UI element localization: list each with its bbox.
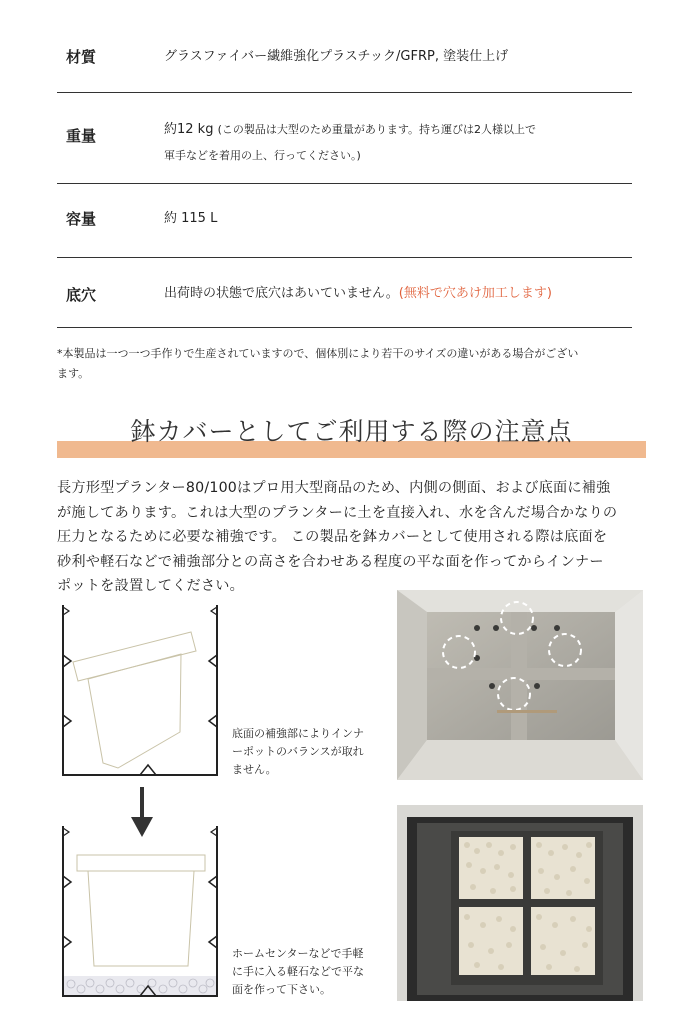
hole-main: 出荷時の状態で底穴はあいていません。 xyxy=(164,286,399,301)
body-line-1: 長方形型プランター80/100はプロ用大型商品のため、内側の側面、および底面に補強 xyxy=(57,480,611,496)
section-body xyxy=(57,476,657,599)
spec-value-capacity: 約 115 L xyxy=(164,211,218,226)
spec-row-weight xyxy=(57,93,632,184)
spec-value-weight xyxy=(164,117,634,169)
spec-label-hole: 底穴 xyxy=(66,286,97,304)
section-heading: 鉢カバーとしてご利用する際の注意点 xyxy=(130,417,573,446)
weight-note-2: 軍手などを着用の上、行ってください。) xyxy=(164,149,361,162)
photo-planter-interior xyxy=(397,590,643,780)
photo-gravel-filled xyxy=(397,805,643,1001)
caption-top-line-3: ません。 xyxy=(232,763,277,776)
spec-label-material: 材質 xyxy=(66,48,97,66)
caption-bottom xyxy=(232,945,364,999)
note-line-1: *本製品は一つ一つ手作りで生産されていますので、個体別により若干のサイズの違いがある場合がござい xyxy=(57,347,579,360)
caption-bottom-line-3: 面を作って下さい。 xyxy=(232,983,331,996)
caption-bottom-line-2: に手に入る軽石などで平な xyxy=(232,965,364,978)
weight-note-1: (この製品は大型のため重量があります。持ち運びは2人様以上で xyxy=(217,123,537,136)
body-line-2: が施してあります。これは大型のプランターに土を直接入れ、水を含んだ場合かなりの xyxy=(57,504,618,521)
body-line-3: 圧力となるために必要な補強です。 この製品を鉢カバーとして使用される際は底面を xyxy=(57,529,608,545)
caption-top-line-1: 底面の補強部によりインナ xyxy=(232,727,364,740)
spec-label-capacity: 容量 xyxy=(66,210,97,228)
hole-accent: (無料で穴あけ加工します) xyxy=(398,286,552,301)
spec-value-material: グラスファイバー繊維強化プラスチック/GFRP, 塗装仕上げ xyxy=(164,49,509,64)
caption-top-line-2: ーポットのバランスが取れ xyxy=(232,745,364,758)
spec-label-weight: 重量 xyxy=(66,127,97,145)
diagram-tilted-pot xyxy=(55,605,225,780)
spec-value-hole xyxy=(164,281,634,307)
caption-top xyxy=(232,725,364,779)
spec-table xyxy=(57,18,632,328)
note-line-2: ます。 xyxy=(57,367,90,380)
spec-row-material xyxy=(57,18,632,93)
body-line-5: ポットを設置してください。 xyxy=(57,578,245,594)
caption-bottom-line-1: ホームセンターなどで手軽 xyxy=(232,947,364,960)
spec-row-capacity xyxy=(57,184,632,258)
handmade-note xyxy=(57,344,647,384)
diagram-level-pot xyxy=(55,826,225,1001)
spec-row-hole xyxy=(57,258,632,328)
weight-main: 約12 kg xyxy=(164,122,214,137)
body-line-4: 砂利や軽石などで補強部分との高さを合わせある程度の平な面を作ってからインナー xyxy=(57,553,604,570)
